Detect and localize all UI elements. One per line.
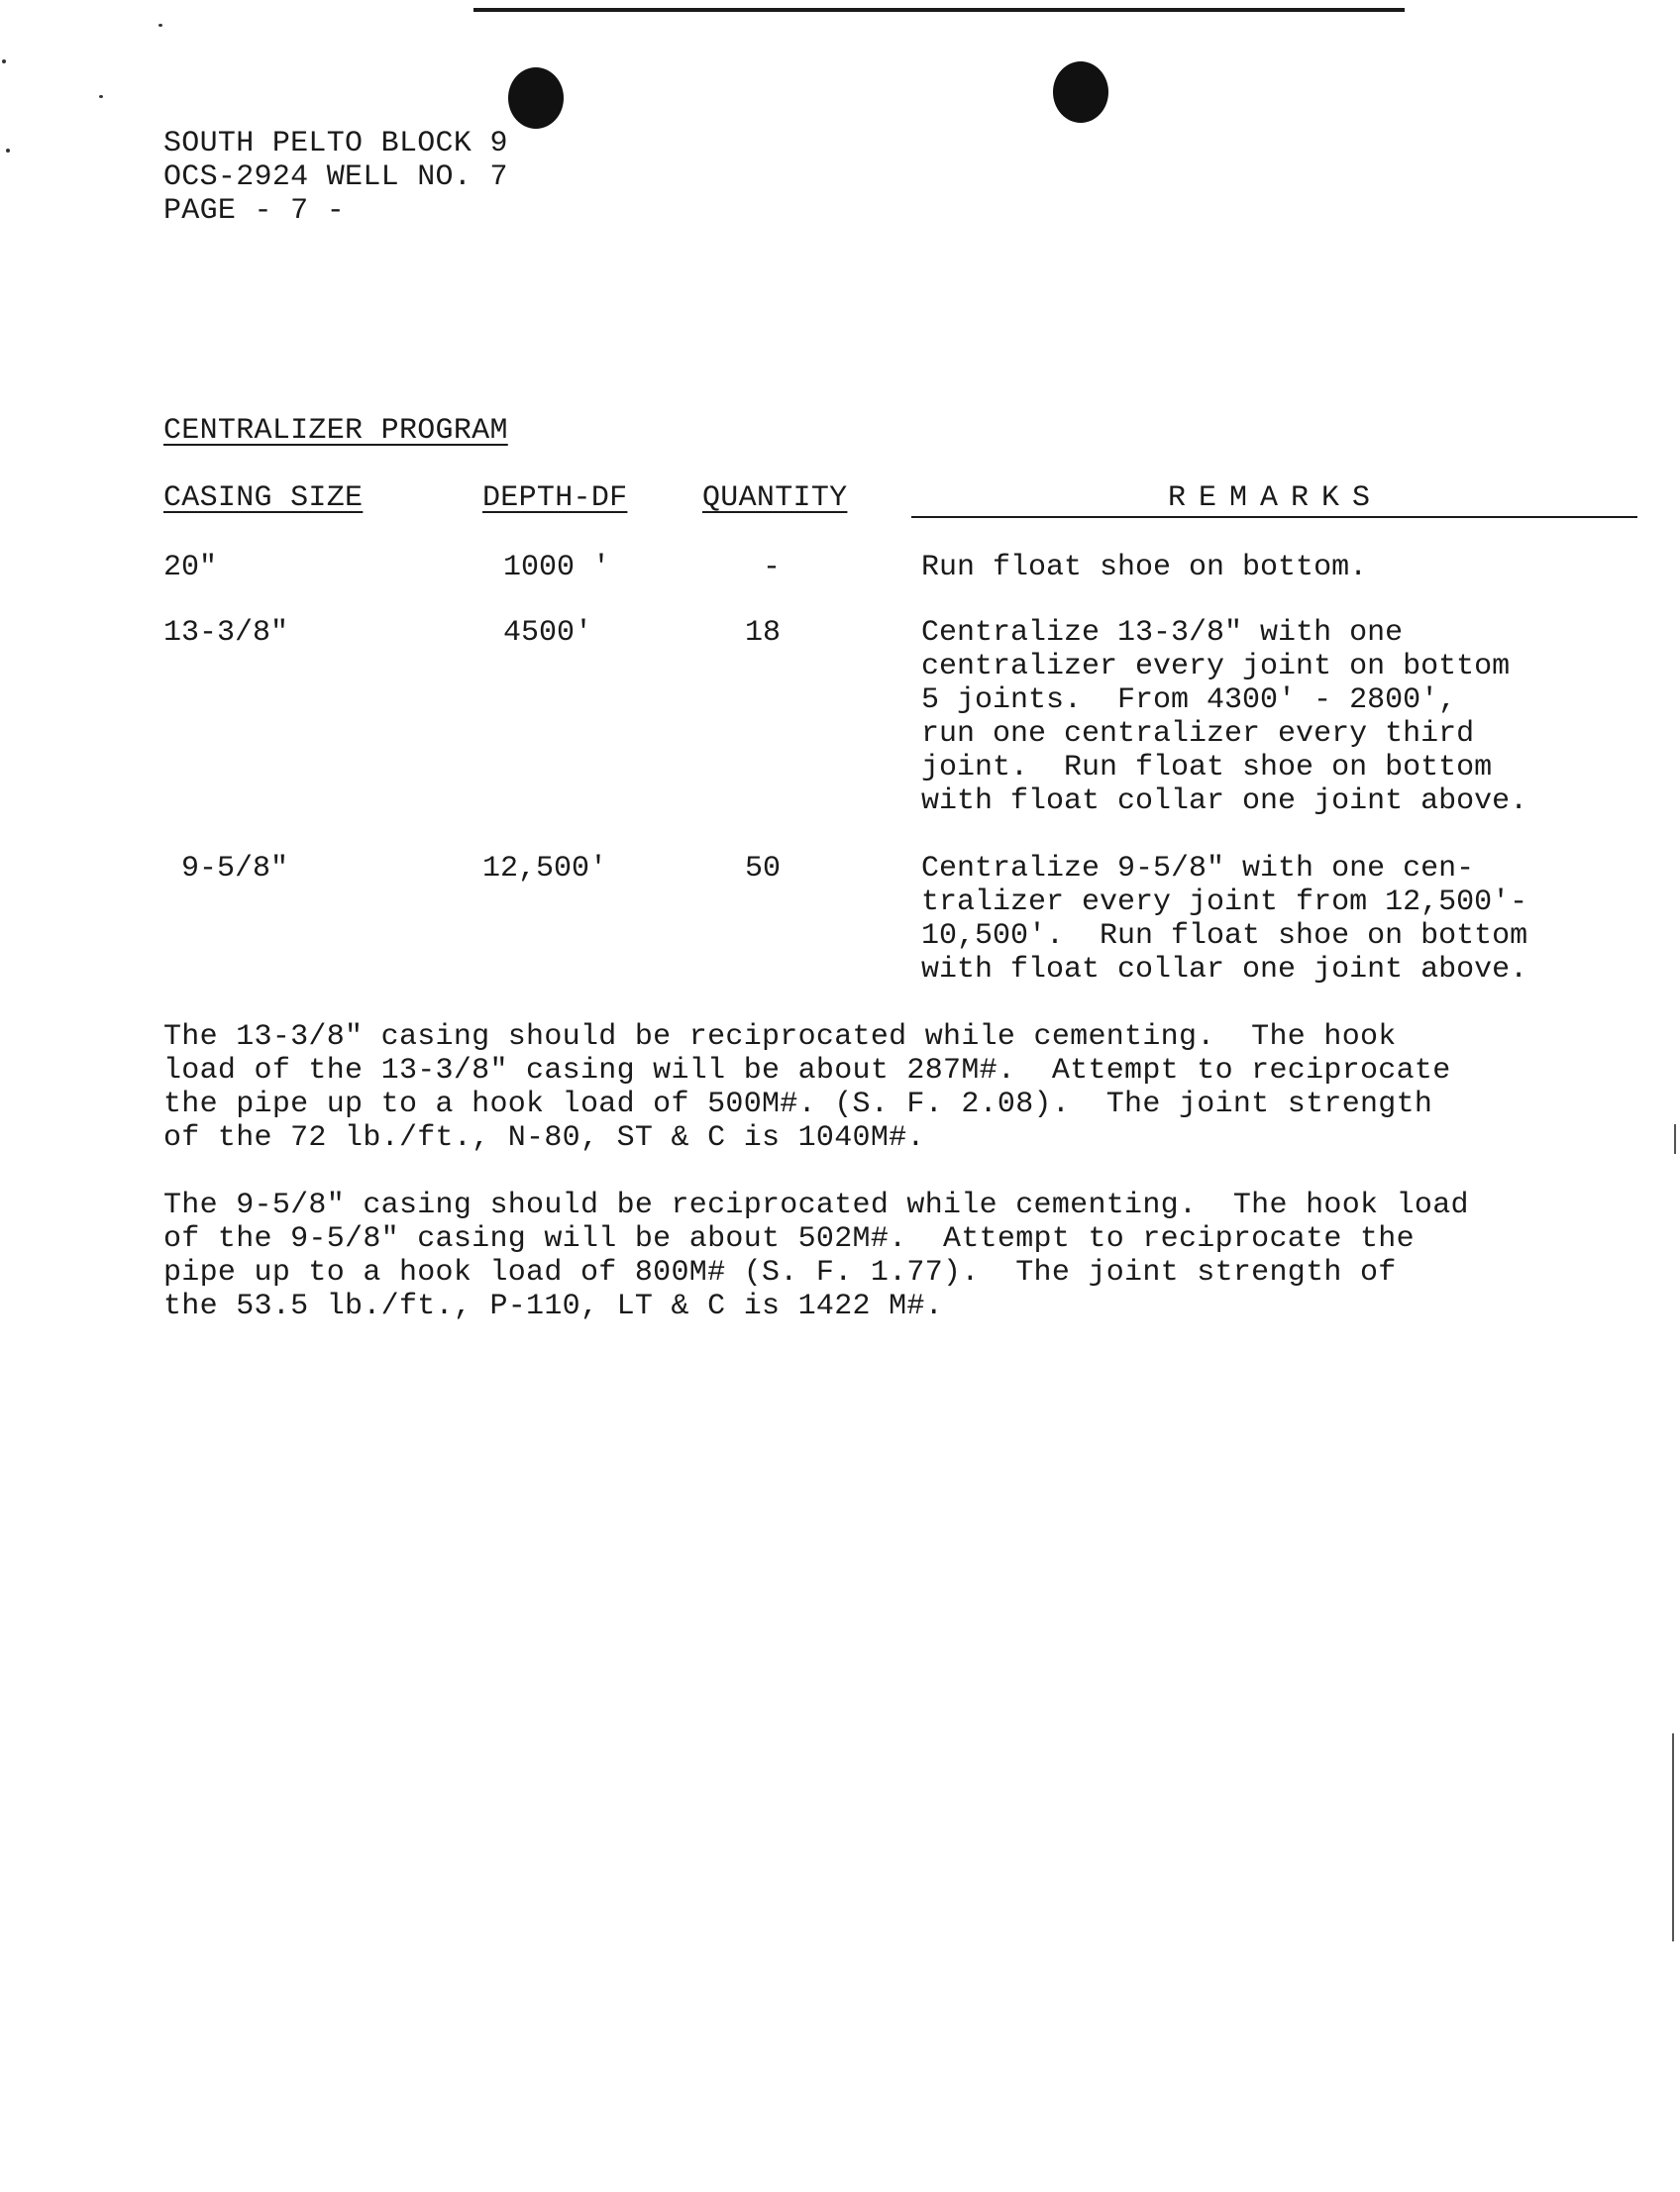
document-header: [163, 127, 508, 228]
column-header-quantity: QUANTITY: [702, 481, 848, 515]
scan-edge-mark: [1674, 1124, 1676, 1154]
column-header-casing-size: CASING SIZE: [163, 481, 364, 515]
row-3-depth: 12,500': [482, 852, 608, 886]
paragraph-9-5-8-casing: The 9-5/8" casing should be reciprocated while cementing. The hook load of the 9-5/8" casing will be about 502M#. Attempt to reciprocate the pipe up to a hook load of 800M# (S. F. 1.77). The joint strength of the 53.5 lb./ft., P-110, LT & C is 1422 M#.: [163, 1189, 1469, 1323]
scan-speck: [2, 59, 6, 63]
remarks-underline: [911, 516, 1637, 518]
row-3-remarks: Centralize 9-5/8" with one cen- tralizer every joint from 12,500'- 10,500'. Run float shoe on bottom with float collar one joint above.: [921, 852, 1528, 987]
row-1-quantity: -: [763, 551, 782, 584]
row-1-casing-size: 20": [163, 551, 218, 584]
row-1-remarks: Run float shoe on bottom.: [921, 551, 1368, 584]
row-2-casing-size: 13-3/8": [163, 616, 289, 650]
row-3-quantity: 50: [745, 852, 782, 886]
top-rule: [473, 8, 1405, 12]
scan-speck: [6, 149, 10, 153]
row-2-remarks: Centralize 13-3/8" with one centralizer every joint on bottom 5 joints. From 4300' - 2800', run one centralizer every third joint. Run float shoe on bottom with float collar one joint above.: [921, 616, 1528, 818]
scan-edge-mark: [1672, 1733, 1674, 1941]
section-title: CENTRALIZER PROGRAM: [163, 414, 508, 448]
header-line-2: OCS-2924 WELL NO. 7: [163, 160, 508, 194]
row-3-casing-size: 9-5/8": [181, 852, 289, 886]
row-2-depth: 4500': [503, 616, 593, 650]
column-header-depth: DEPTH-DF: [482, 481, 628, 515]
scan-speck: [99, 95, 103, 98]
header-line-1: SOUTH PELTO BLOCK 9: [163, 127, 508, 160]
column-header-remarks: REMARKS: [1167, 481, 1384, 515]
paragraph-13-3-8-casing: The 13-3/8" casing should be reciprocated while cementing. The hook load of the 13-3/8" casing will be about 287M#. Attempt to reciprocate the pipe up to a hook load of 500M#. (S. F. 2.08). The joint strength of the 72 lb./ft., N-80, ST & C is 1040M#.: [163, 1020, 1451, 1155]
header-line-3: PAGE - 7 -: [163, 194, 346, 228]
punch-hole-left: [508, 67, 564, 129]
scan-speck: [158, 24, 162, 27]
punch-hole-right: [1053, 61, 1108, 123]
row-1-depth: 1000 ': [503, 551, 611, 584]
row-2-quantity: 18: [745, 616, 782, 650]
